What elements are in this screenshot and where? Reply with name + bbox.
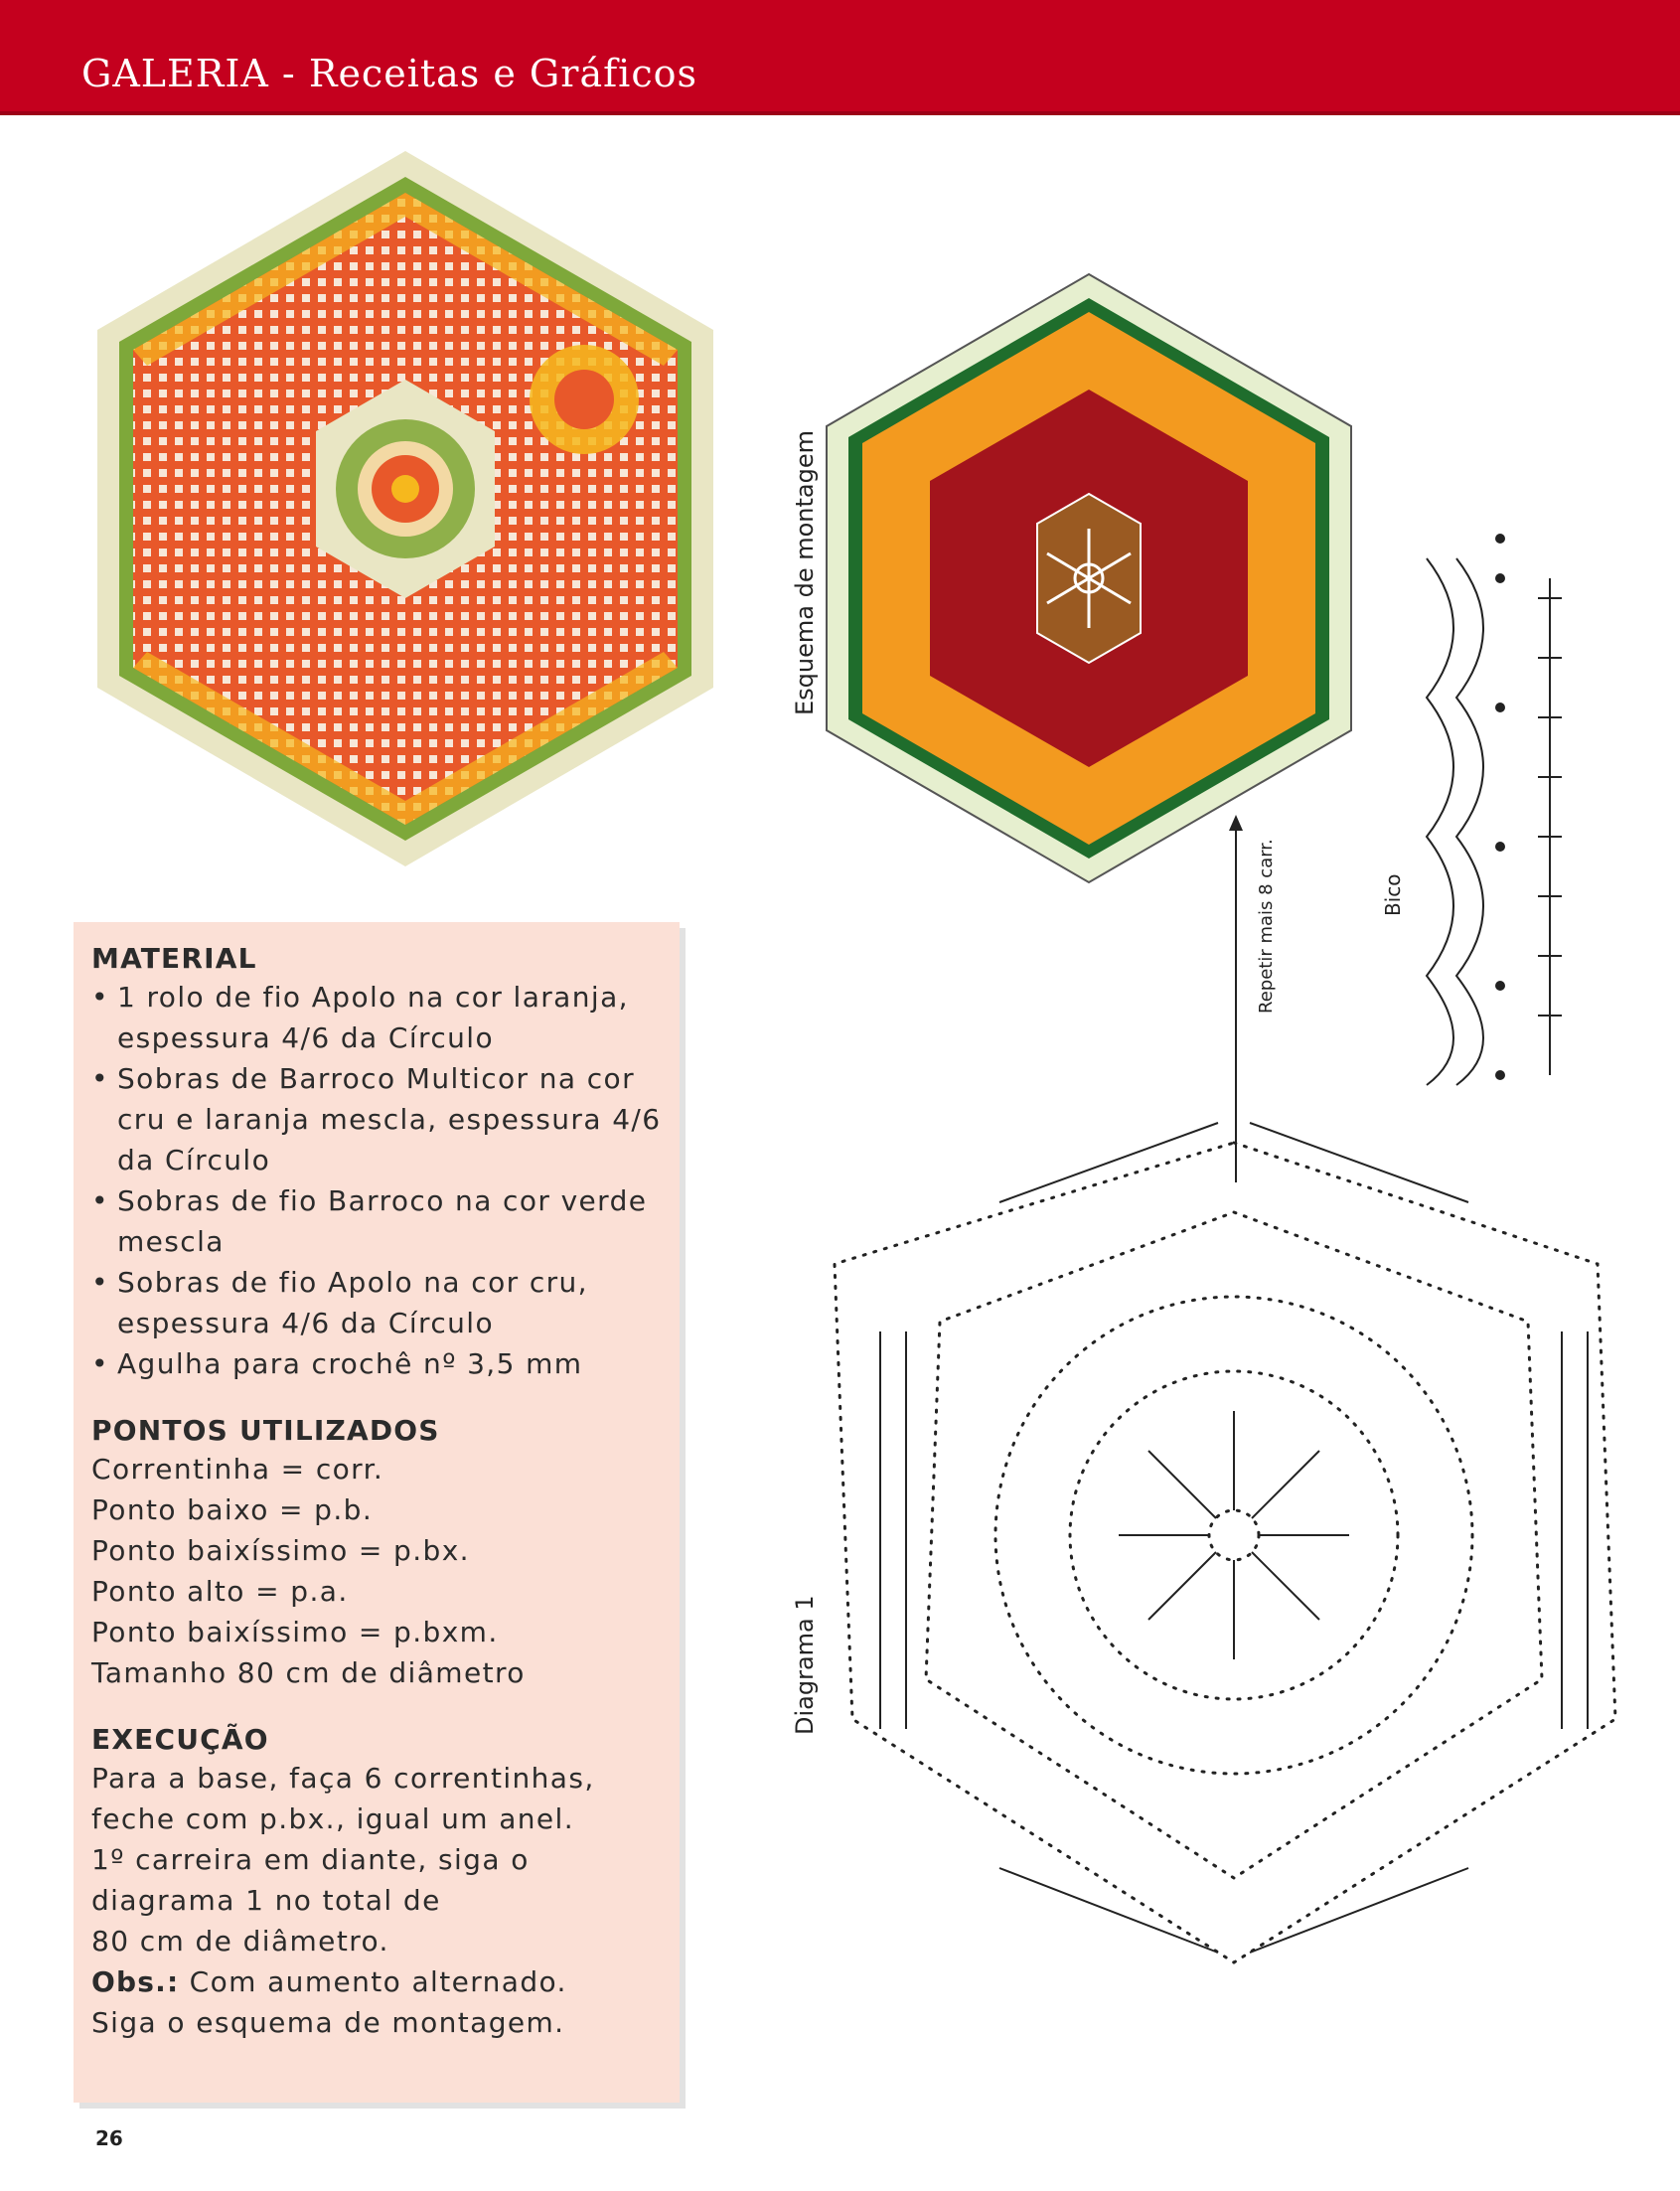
ponto-line: Ponto alto = p.a. — [91, 1575, 349, 1608]
page-number: 26 — [95, 2126, 123, 2150]
material-heading: MATERIAL — [91, 942, 257, 975]
esquema-label: Esquema de montagem — [791, 430, 819, 715]
esquema-montagem-diagram — [821, 270, 1357, 886]
material-list — [91, 977, 666, 1384]
ponto-line: Ponto baixíssimo = p.bxm. — [91, 1616, 499, 1648]
header-divider — [0, 111, 1680, 115]
execucao-line: feche com p.bx., igual um anel. — [91, 1802, 575, 1835]
execucao-line: 80 cm de diâmetro. — [91, 1925, 389, 1957]
ponto-line: Tamanho 80 cm de diâmetro — [91, 1656, 526, 1689]
obs-text: Com aumento alternado. — [179, 1965, 567, 1998]
ponto-line: Correntinha = corr. — [91, 1453, 384, 1486]
obs-line — [91, 1961, 666, 2002]
instructions-box — [74, 922, 680, 2103]
execucao-heading: EXECUÇÃO — [91, 1723, 269, 1756]
list-item: • Agulha para crochê nº 3,5 mm — [91, 1343, 666, 1384]
bico-label: Bico — [1381, 873, 1405, 916]
list-item: • Sobras de fio Apolo na cor cru, espessura 4/6 da Círculo — [91, 1262, 666, 1343]
page-header — [0, 0, 1680, 115]
pontos-heading: PONTOS UTILIZADOS — [91, 1414, 440, 1447]
list-item: • Sobras de fio Barroco na cor verde mescla — [91, 1180, 666, 1262]
diagrama-1-chart — [821, 1033, 1655, 1977]
repetir-label: Repetir mais 8 carr. — [1256, 839, 1277, 1014]
ponto-line: Ponto baixo = p.b. — [91, 1493, 374, 1526]
ponto-line: Ponto baixíssimo = p.bx. — [91, 1534, 470, 1567]
execucao-last-line: Siga o esquema de montagem. — [91, 2006, 565, 2039]
execucao-line: Para a base, faça 6 correntinhas, — [91, 1762, 595, 1795]
obs-label: Obs.: — [91, 1965, 180, 1998]
list-item: • Sobras de Barroco Multicor na cor cru e laranja mescla, espessura 4/6 da Círculo — [91, 1058, 666, 1180]
diagrama-label: Diagrama 1 — [791, 1595, 819, 1735]
page-title: GALERIA - Receitas e Gráficos — [81, 52, 697, 95]
list-item: • 1 rolo de fio Apolo na cor laranja, espessura 4/6 da Círculo — [91, 977, 666, 1058]
bico-chart — [1391, 519, 1590, 1095]
execucao-line: 1º carreira em diante, siga o — [91, 1843, 530, 1876]
execucao-line: diagrama 1 no total de — [91, 1884, 441, 1917]
doily-photo — [28, 131, 783, 886]
